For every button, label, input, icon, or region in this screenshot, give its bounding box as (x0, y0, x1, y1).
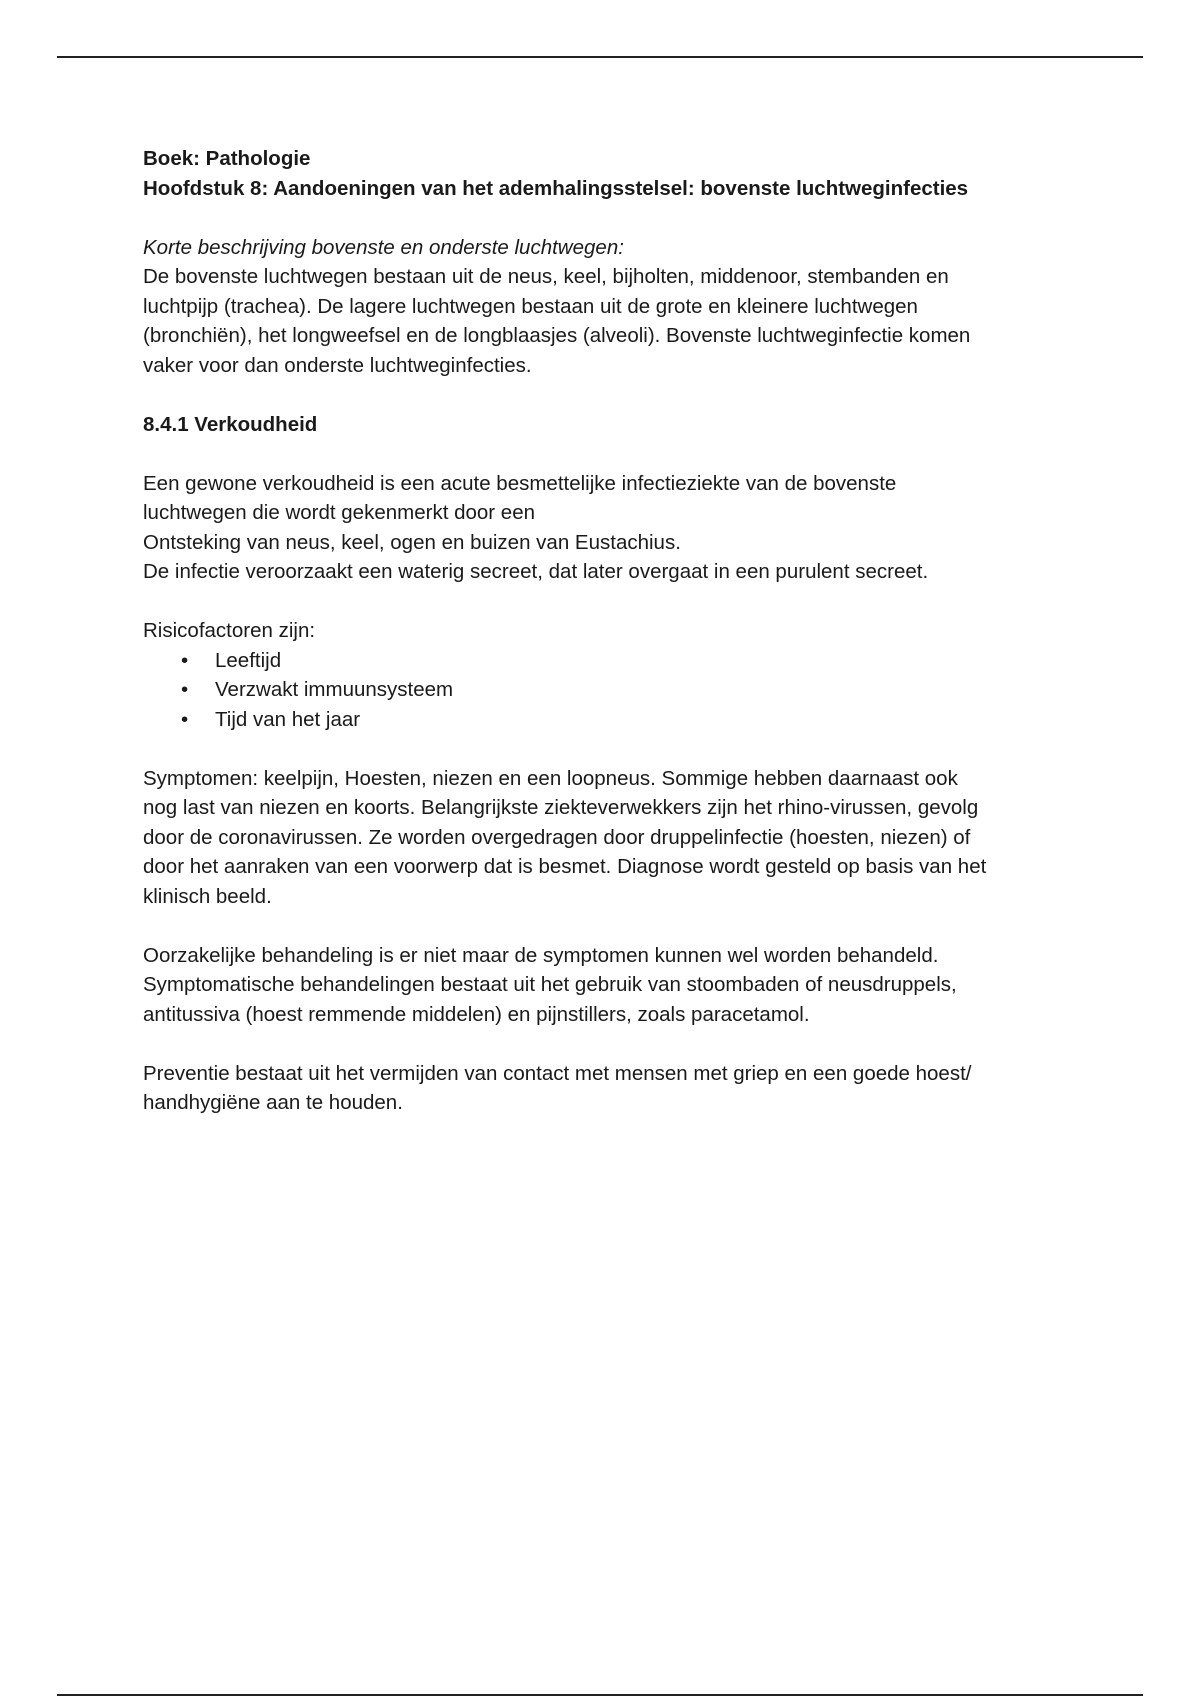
intro-line: vaker voor dan onderste luchtweginfecties. (143, 353, 532, 377)
definition-paragraph (143, 469, 1063, 587)
prevention-line: handhygiëne aan te houden. (143, 1091, 403, 1114)
intro-heading: Korte beschrijving bovenste en onderste luchtwegen: (143, 235, 624, 259)
treatment-line: Symptomatische behandelingen bestaat uit het gebruik van stoombaden of neusdruppels, (143, 973, 957, 996)
spacer (143, 439, 1063, 469)
definition-line: luchtwegen die wordt gekenmerkt door een (143, 501, 536, 524)
list-item: • Verzwakt immuunsysteem (215, 675, 1063, 705)
definition-line: De infectie veroorzaakt een waterig secreet, dat later overgaat in een purulent secreet. (143, 560, 929, 583)
symptoms-paragraph (143, 764, 1063, 912)
intro-line: luchtpijp (trachea). De lagere luchtwegen bestaan uit de grote en kleinere luchtwegen (143, 294, 918, 318)
spacer (143, 380, 1063, 410)
spacer (143, 1029, 1063, 1059)
symptoms-line: nog last van niezen en koorts. Belangrijkste ziekteverwekkers zijn het rhino-virussen, gevolg (143, 796, 979, 819)
symptoms-line: klinisch beeld. (143, 884, 272, 908)
document-body (143, 144, 1063, 1118)
bottom-rule (57, 1694, 1143, 1696)
intro-line: (bronchiën), het longweefsel en de longblaasjes (alveoli). Bovenste luchtweginfectie komen (143, 324, 971, 347)
treatment-paragraph (143, 941, 1063, 1030)
prevention-paragraph (143, 1059, 1063, 1118)
book-title: Boek: Pathologie (143, 147, 311, 170)
spacer (143, 587, 1063, 617)
spacer (143, 911, 1063, 941)
symptoms-line: Symptomen: keelpijn, Hoesten, niezen en een loopneus. Sommige hebben daarnaast ook (143, 766, 958, 790)
intro-paragraph (143, 262, 1063, 380)
risk-factors-list (143, 646, 1063, 735)
top-rule (57, 56, 1143, 58)
intro-line: De bovenste luchtwegen bestaan uit de neus, keel, bijholten, middenoor, stembanden en (143, 265, 949, 288)
definition-line: Een gewone verkoudheid is een acute besmettelijke infectieziekte van de bovenste (143, 471, 897, 495)
spacer (143, 203, 1063, 233)
section-heading: 8.4.1 Verkoudheid (143, 412, 318, 436)
definition-line: Ontsteking van neus, keel, ogen en buizen van Eustachius. (143, 530, 681, 554)
treatment-line: Oorzakelijke behandeling is er niet maar de symptomen kunnen wel worden behandeld. (143, 943, 939, 967)
list-item: • Leeftijd (215, 646, 1063, 676)
treatment-line: antitussiva (hoest remmende middelen) en pijnstillers, zoals paracetamol. (143, 1002, 810, 1026)
risk-factors-label: Risicofactoren zijn: (143, 619, 316, 642)
symptoms-line: door de coronavirussen. Ze worden overgedragen door druppelinfectie (hoesten, niezen) of (143, 825, 971, 849)
chapter-title: Hoofdstuk 8: Aandoeningen van het ademhalingsstelsel: bovenste luchtweginfecties (143, 176, 969, 200)
list-item: • Tijd van het jaar (215, 705, 1063, 735)
symptoms-line: door het aanraken van een voorwerp dat is besmet. Diagnose wordt gesteld op basis van het (143, 855, 987, 878)
spacer (143, 734, 1063, 764)
prevention-line: Preventie bestaat uit het vermijden van contact met mensen met griep en een goede hoest/ (143, 1061, 972, 1085)
